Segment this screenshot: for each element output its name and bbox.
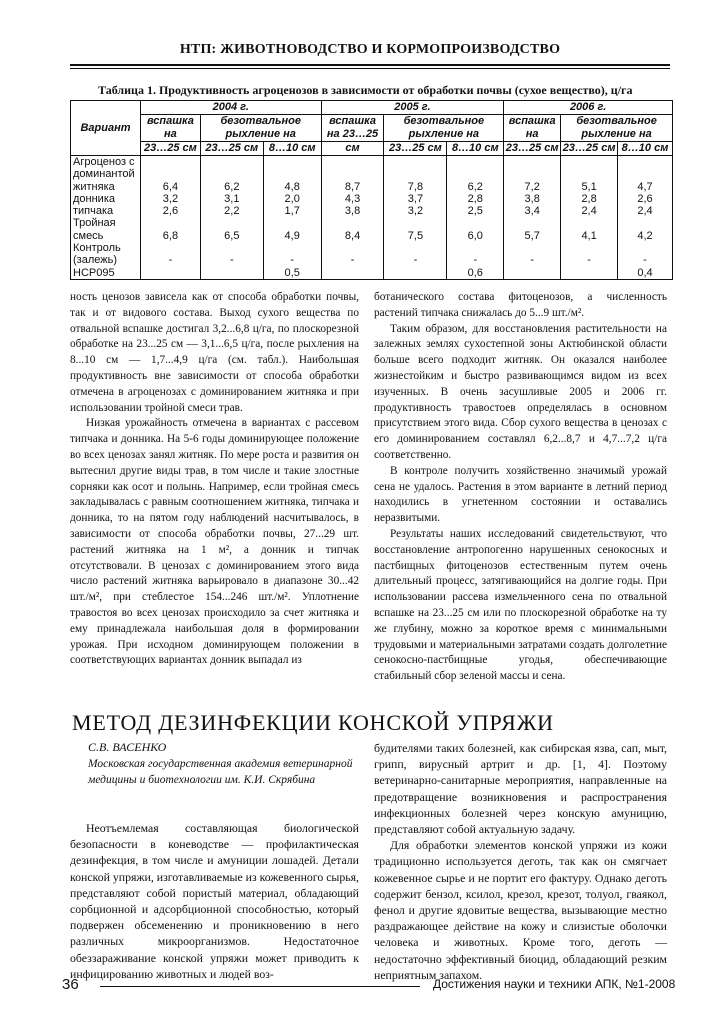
- col-flash: вспашка на 23…25: [321, 115, 384, 142]
- table-cell: [504, 267, 561, 280]
- table-row: [71, 242, 673, 254]
- col-depth: 23…25 см: [140, 142, 200, 156]
- authors: С.В. ВАСЕНКО: [88, 740, 167, 754]
- table-cell: -: [504, 254, 561, 266]
- variant-header: Вариант: [71, 101, 141, 156]
- table-cell: [561, 242, 618, 254]
- table-cell: 3,7: [384, 193, 447, 205]
- table-cell: 2,6: [140, 205, 200, 217]
- row-label: НСР095: [71, 267, 141, 280]
- table-cell: 0,5: [263, 267, 321, 280]
- footer-rule: [100, 986, 420, 987]
- table-cell: -: [140, 254, 200, 266]
- table-cell: [447, 242, 504, 254]
- table-cell: 3,8: [504, 193, 561, 205]
- col-bezotval: безотвальное рыхление на: [561, 115, 673, 142]
- table-cell: 4,9: [263, 230, 321, 242]
- table-cell: [384, 217, 447, 229]
- row-label: Контроль: [71, 242, 141, 254]
- col-flash: вспашка на: [504, 115, 561, 142]
- table-cell: [321, 267, 384, 280]
- table-cell: 4,7: [618, 181, 673, 193]
- table-cell: 1,7: [263, 205, 321, 217]
- table-cell: [140, 168, 200, 180]
- table-cell: 2,6: [618, 193, 673, 205]
- page-number: 36: [62, 976, 79, 993]
- col-depth: 23…25 см: [200, 142, 263, 156]
- col-depth: см: [321, 142, 384, 156]
- paragraph: В контроле получить хозяйственно значимый урожай сена не удалось. Растения в этом варианте в летний период находились в угнетенном состоянии и оставались неразвитыми.: [374, 464, 667, 525]
- table-cell: [200, 242, 263, 254]
- table-cell: -: [200, 254, 263, 266]
- table-caption: Таблица 1. Продуктивность агроценозов в зависимости от обработки почвы (сухое вещество), ц/га: [98, 83, 633, 97]
- table-cell: [263, 156, 321, 169]
- table-cell: 2,5: [447, 205, 504, 217]
- table-row: [71, 205, 673, 217]
- table-cell: 6,2: [200, 181, 263, 193]
- table-cell: [561, 156, 618, 169]
- table-cell: [384, 156, 447, 169]
- productivity-table: [70, 100, 673, 280]
- table-row: [71, 267, 673, 280]
- table-cell: [321, 156, 384, 169]
- paragraph: ботанического состава фитоценозов, а численность растений типчака снижалась до 5...9 шт./м².: [374, 291, 667, 319]
- table-cell: -: [384, 254, 447, 266]
- table-row: [71, 193, 673, 205]
- paragraph: Низкая урожайность отмечена в вариантах с рассевом типчака и донника. На 5-6 годы доминирующее положение во всех ценозах занял житняк. По мере роста и развития он вытеснил другие виды трав, в том числе и такие злостные сорняки как осот и полынь. Например, если тройная смесь закладывалась с равным соотношением житняка, типчака и донника, то на пятом году наблюдений насчитывалось, в зависимости от способа обработки почвы, 27...29 шт. растений житняка на 1 м², а донник и типчак отсутствовали. В ценозах с доминированием этого вида число растений житняка варьировало в диапазоне 30...42 шт./м², при стеблестое 154...246 шт./м². Уплотнение травостоя во всех ценозах происходило за счет житняка и ему принадлежала наибольшая доля в формировании урожая. При исходном доминирующем положении в соответствующих вариантах донник выпадал из: [70, 417, 359, 667]
- table-row: [71, 254, 673, 266]
- table-cell: 2,8: [447, 193, 504, 205]
- table-cell: [618, 168, 673, 180]
- table-cell: 8,7: [321, 181, 384, 193]
- table-cell: 3,1: [200, 193, 263, 205]
- table-cell: 6,8: [140, 230, 200, 242]
- table-cell: -: [561, 254, 618, 266]
- affiliation: Московская государственная академия ветеринарной медицины и биотехнологии им. К.И. Скрябина: [88, 758, 353, 786]
- table-cell: 2,0: [263, 193, 321, 205]
- col-depth: 23…25 см: [384, 142, 447, 156]
- table-cell: 5,1: [561, 181, 618, 193]
- table-cell: [504, 156, 561, 169]
- table-cell: [140, 267, 200, 280]
- table-cell: 3,4: [504, 205, 561, 217]
- row-label: Агроценоз с: [71, 156, 141, 169]
- table-cell: [200, 267, 263, 280]
- table-cell: [200, 156, 263, 169]
- row-label: (залежь): [71, 254, 141, 266]
- table-cell: [384, 168, 447, 180]
- header-rule: [70, 64, 670, 66]
- table-cell: [561, 267, 618, 280]
- paragraph: будителями таких болезней, как сибирская язва, сап, мыт, грипп, вирусный артрит и др. [1, 4]. Поэтому ветеринарно-санитарные мероприятия, направленные на предотвращение возникновения и распространения инфекционных болезней через конскую амуницию, представляют собой актуальную задачу.: [374, 741, 667, 837]
- table-cell: [140, 217, 200, 229]
- table-cell: [263, 217, 321, 229]
- col-depth: 23…25 см: [504, 142, 561, 156]
- table-cell: [263, 168, 321, 180]
- paragraph: Неотъемлемая составляющая биологической безопасности в коневодстве — профилактическая дезинфекция, в том числе и амуниции лошадей. Детали конской упряжи, изготавливаемые из кожевенного сырья, представляют собой пористый материал, обладающий сорбционной и адсорбционной способностью, который подвержен обсеменению и проникновению в него различных микроорганизмов. Недостаточное обеззараживание конской упряжи может приводить к инфицированию животных и людей воз-: [70, 821, 360, 981]
- table-cell: [140, 156, 200, 169]
- table-cell: -: [263, 254, 321, 266]
- table-cell: 2,4: [618, 205, 673, 217]
- row-label: типчака: [71, 205, 141, 217]
- year-2006: 2006 г.: [504, 101, 673, 115]
- table-cell: 0,4: [618, 267, 673, 280]
- paragraph: Таким образом, для восстановления растительности на залежных землях сухостепной зоны Актюбинской области больше всего подходит житняк. Он оказался наиболее жизнестойким и быстро развивающимся видом из всех изученных. В очень засушливые 2005 и 2006 гг. продуктивность травостоев определялась в основном присутствием этого вида. Сбор сухого вещества в ценозах с его доминированием составлял 6,2...8,7 и 4,7...7,2 ц/га соответственно.: [374, 322, 667, 461]
- table-cell: 0,6: [447, 267, 504, 280]
- table-cell: 3,2: [384, 205, 447, 217]
- table-cell: [140, 242, 200, 254]
- table-cell: [321, 242, 384, 254]
- table-cell: 2,8: [561, 193, 618, 205]
- table-cell: [200, 217, 263, 229]
- table-cell: [504, 242, 561, 254]
- table-cell: [384, 242, 447, 254]
- row-label: смесь: [71, 230, 141, 242]
- table-cell: -: [618, 254, 673, 266]
- col-bezotval: безотвальное рыхление на: [384, 115, 504, 142]
- table-cell: [321, 217, 384, 229]
- table-cell: 7,5: [384, 230, 447, 242]
- article2-left-column: [70, 820, 359, 982]
- table-cell: [263, 242, 321, 254]
- table-cell: [447, 168, 504, 180]
- article2-right-column: [374, 740, 667, 983]
- table-cell: -: [447, 254, 504, 266]
- table-cell: [447, 156, 504, 169]
- table-cell: 6,0: [447, 230, 504, 242]
- table-cell: [618, 242, 673, 254]
- table-cell: [504, 217, 561, 229]
- table-cell: 4,1: [561, 230, 618, 242]
- article1-left-column: [70, 290, 359, 669]
- year-2005: 2005 г.: [321, 101, 504, 115]
- col-flash: вспашка на: [140, 115, 200, 142]
- col-depth: 23…25 см: [561, 142, 618, 156]
- table-cell: [618, 156, 673, 169]
- table-cell: 2,4: [561, 205, 618, 217]
- col-depth: 8…10 см: [447, 142, 504, 156]
- table-cell: 7,2: [504, 181, 561, 193]
- row-label: доминантой: [71, 168, 141, 180]
- table-cell: [561, 217, 618, 229]
- paragraph: Для обработки элементов конской упряжи из кожи традиционно используется деготь, так как он смягчает кожевенное сырье и не портит его фактуру. Однако деготь содержит бензол, ксилол, крезол, крезот, толуол, гваякол, фенол и другие ядовитые вещества, вызывающие местно раздражающее действие на кожу и слизистые оболочки человека и животных. Кроме того, деготь — недостаточно эффективный биоцид, обладающий резким неприятным запахом.: [374, 838, 667, 982]
- header-rule-thin: [70, 68, 670, 69]
- table-row: [71, 217, 673, 229]
- table-cell: [561, 168, 618, 180]
- table-cell: [200, 168, 263, 180]
- article-title: МЕТОД ДЕЗИНФЕКЦИИ КОНСКОЙ УПРЯЖИ: [72, 710, 554, 735]
- journal-name: Достижения науки и техники АПК, №1-2008: [433, 977, 676, 991]
- row-label: Тройная: [71, 217, 141, 229]
- table-cell: 4,3: [321, 193, 384, 205]
- table-cell: 2,2: [200, 205, 263, 217]
- table-cell: [447, 217, 504, 229]
- running-header: НТП: ЖИВОТНОВОДСТВО И КОРМОПРОИЗВОДСТВО: [179, 42, 561, 57]
- col-depth: 8…10 см: [618, 142, 673, 156]
- row-label: житняка: [71, 181, 141, 193]
- paragraph: ность ценозов зависела как от способа обработки почвы, так и от видового состава. Выход сухого вещества по отвальной вспашке достигал 3,2...6,8 ц/га, по плоскорезной обработке на 23...25 см — 3,1...6,5 ц/га, после рыхления на 8...10 см — 1,7...4,9 ц/га (см. табл.). Наибольшая продуктивность вне зависимости от способа обработки отмечена в агроценозах с доминированием житняка и при использовании тройной смеси трав.: [70, 291, 359, 414]
- table-cell: 3,2: [140, 193, 200, 205]
- table-cell: 4,8: [263, 181, 321, 193]
- table-cell: 6,2: [447, 181, 504, 193]
- year-2004: 2004 г.: [140, 101, 321, 115]
- table-row: [71, 156, 673, 169]
- paragraph: Результаты наших исследований свидетельствуют, что восстановление антропогенно нарушенных сенокосных и пастбищных фитоценозов естественным путем очень длительный процесс, затягивающийся на долгие годы. При использовании рассева измельченного сена по отвальной вспашке на 23...25 см или по плоскорезной обработке на ту же глубину, можно за короткое время с минимальными трудовыми и материальными затратами создать долголетние сенокосно-пастбищные угодья, обеспечивающие стабильный сбор зеленой массы и сена.: [374, 527, 667, 683]
- table-cell: 6,5: [200, 230, 263, 242]
- table-cell: -: [321, 254, 384, 266]
- article1-right-column: [374, 290, 667, 685]
- table-cell: 8,4: [321, 230, 384, 242]
- table-cell: 5,7: [504, 230, 561, 242]
- col-bezotval: безотвальное рыхление на: [200, 115, 321, 142]
- col-depth: 8…10 см: [263, 142, 321, 156]
- table-cell: 4,2: [618, 230, 673, 242]
- row-label: донника: [71, 193, 141, 205]
- table-cell: 3,8: [321, 205, 384, 217]
- table-row: [71, 230, 673, 242]
- table-cell: [618, 217, 673, 229]
- table-row: [71, 168, 673, 180]
- table-cell: 7,8: [384, 181, 447, 193]
- table-cell: [504, 168, 561, 180]
- table-cell: 6,4: [140, 181, 200, 193]
- table-cell: [384, 267, 447, 280]
- table-cell: [321, 168, 384, 180]
- table-row: [71, 181, 673, 193]
